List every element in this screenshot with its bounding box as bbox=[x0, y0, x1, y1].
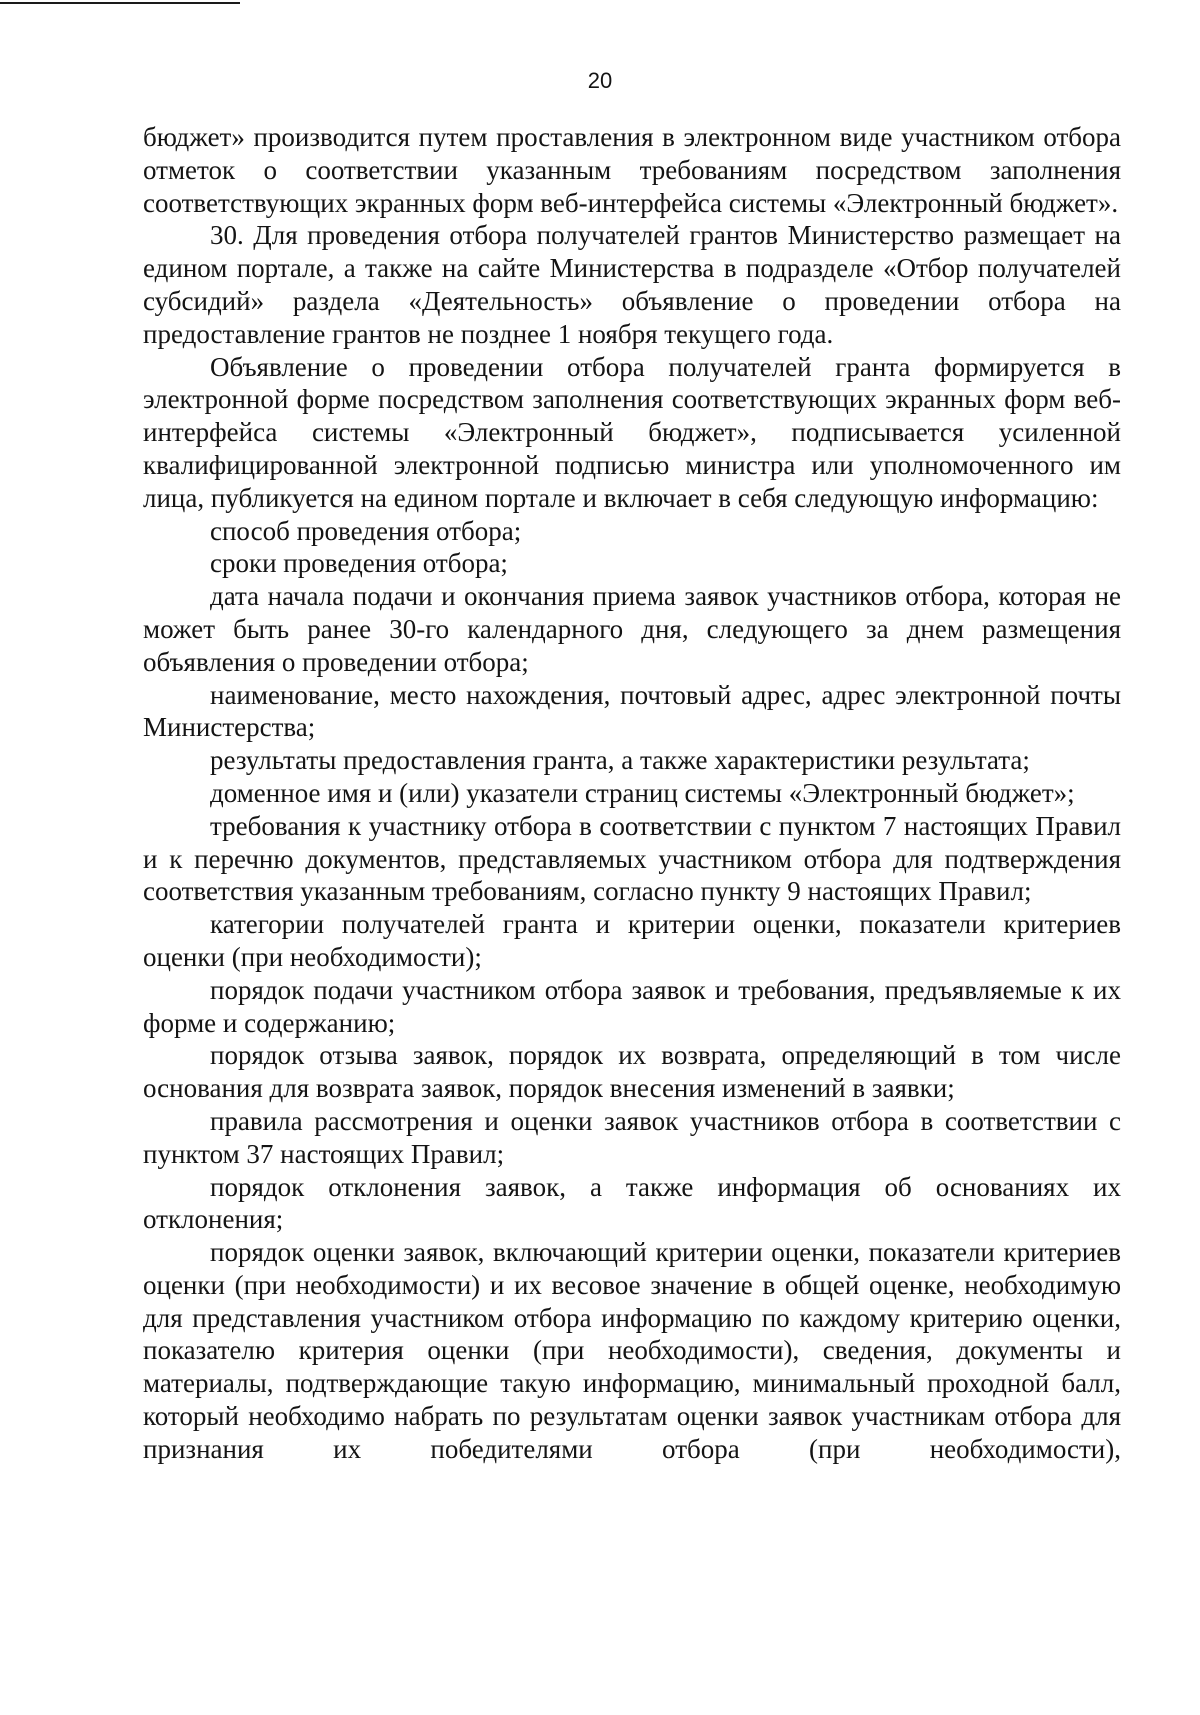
list-item: сроки проведения отбора; bbox=[210, 548, 508, 579]
list-item: требования к участнику отбора в соответствии с пунктом 7 настоящих Правил и к перечню документов, представляемых участником отбора для подтверждения соответствия указанным требованиям, согласно пункту 9 настоящих Правил; bbox=[143, 810, 1121, 907]
list-item: порядок оценки заявок, включающий критерии оценки, показатели критериев оценки (при необходимости) и их весовое значение в общей оценке, необходимую для представления участником отбора информацию по каждому критерию оценки, показателю критерия оценки (при необходимости), сведения, документы и материалы, подтверждающие такую информацию, минимальный проходной балл, который необходимо набрать по результатам оценки заявок участникам отбора для признания их победителями отбора (при необходимости), bbox=[143, 1237, 1121, 1464]
page-number: 20 bbox=[587, 68, 613, 93]
list-item: дата начала подачи и окончания приема заявок участников отбора, которая не может быть ранее 30-го календарного дня, следующего за днем размещения объявления о проведении отбора; bbox=[143, 581, 1121, 677]
list-item: порядок подачи участником отбора заявок и требования, предъявляемые к их форме и содержанию; bbox=[143, 974, 1121, 1038]
list-item: правила рассмотрения и оценки заявок участников отбора в соответствии с пунктом 37 настоящих Правил; bbox=[143, 1105, 1121, 1169]
list-item: наименование, место нахождения, почтовый адрес, адрес электронной почты Министерства; bbox=[143, 679, 1121, 743]
list-item: результаты предоставления гранта, а также характеристики результата; bbox=[210, 745, 1030, 776]
list-item: доменное имя и (или) указатели страниц системы «Электронный бюджет»; bbox=[210, 777, 1075, 808]
list-item: способ проведения отбора; bbox=[210, 515, 522, 546]
scan-edge-line bbox=[0, 2, 240, 4]
list-item: порядок отклонения заявок, а также информация об основаниях их отклонения; bbox=[143, 1171, 1121, 1235]
paragraph: бюджет» производится путем проставления в электронном виде участником отбора отметок о соответствии указанным требованиям посредством заполнения соответствующих экранных форм веб-интерфейса системы «Электронный бюджет». bbox=[143, 122, 1121, 218]
paragraph: Объявление о проведении отбора получателей гранта формируется в электронной форме посредством заполнения соответствующих экранных форм веб-интерфейса системы «Электронный бюджет», подписывается усиленной квалифицированной электронной подписью министра или уполномоченного им лица, публикуется на едином портале и включает в себя следующую информацию: bbox=[143, 351, 1121, 513]
paragraph: 30. Для проведения отбора получателей грантов Министерство размещает на едином портале, а также на сайте Министерства в подразделе «Отбор получателей субсидий» раздела «Деятельность» объявление о проведении отбора на предоставление грантов не позднее 1 ноября текущего года. bbox=[143, 220, 1121, 349]
document-body bbox=[143, 121, 1121, 1466]
list-item: категории получателей гранта и критерии оценки, показатели критериев оценки (при необходимости); bbox=[143, 909, 1121, 972]
list-item: порядок отзыва заявок, порядок их возврата, определяющий в том числе основания для возврата заявок, порядок внесения изменений в заявки; bbox=[143, 1040, 1121, 1104]
